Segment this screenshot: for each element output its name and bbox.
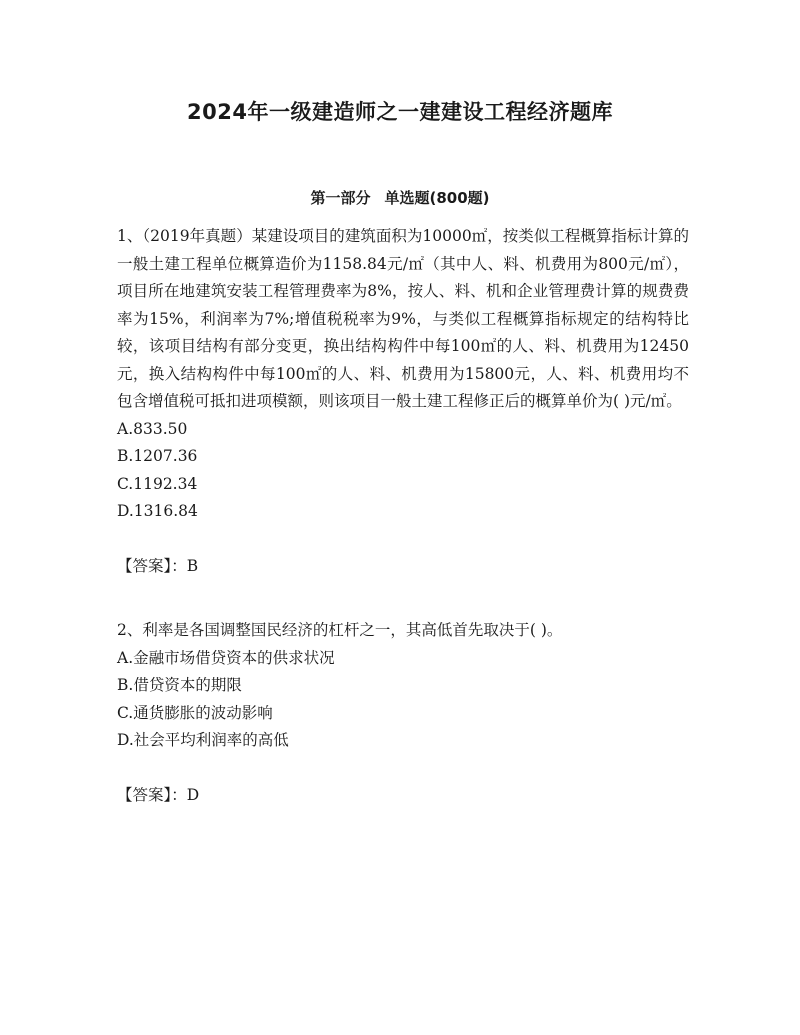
option-c: C.1192.34 [117,474,198,493]
document-title: 2024年一级建造师之一建建设工程经济题库 [187,100,613,124]
question-1 [117,223,689,580]
option-a: A.833.50 [117,419,188,438]
section-heading [0,187,800,208]
answer-text: 【答案】：D [117,785,200,804]
option-d: D.1316.84 [117,502,198,520]
answer-text: 【答案】：B [117,556,199,575]
option-list [117,416,689,526]
option-d: D.社会平均利润率的高低 [117,731,289,749]
question-2 [117,617,689,809]
question-stem: 1、（2019年真题）某建设项目的建筑面积为10000㎡，按类似工程概算指标计算的一般土建工程单位概算造价为1158.84元/㎡（其中人、料、机费用为800元/㎡），项目所在地建筑安装工程管理费率为8%，按人、料、机和企业管理费计算的规费费率为15%，利润率为7%;增值税税率为9%，与类似工程概算指标规定的结构特比较，该项目结构有部分变更，换出结构构件中每100㎡的人、料、机费用为12450元，换入结构构件中每100㎡的人、料、机费用为15800元，人、料、机费用均不包含增值税可抵扣进项模额，则该项目一般土建工程修正后的概算单价为( )元/㎡。 [117,227,689,410]
option-list [117,645,689,755]
section-part-label: 第一部分 [310,189,371,207]
option-a: A.金融市场借贷资本的供求状况 [117,648,335,667]
option-b: B.借贷资本的期限 [117,676,242,694]
option-c: C.通货膨胀的波动影响 [117,703,273,722]
section-name-label: 单选题(800题) [384,189,490,207]
question-list [117,223,689,809]
option-b: B.1207.36 [117,447,198,465]
question-stem: 2、利率是各国调整国民经济的杠杆之一，其高低首先取决于( )。 [117,621,563,639]
